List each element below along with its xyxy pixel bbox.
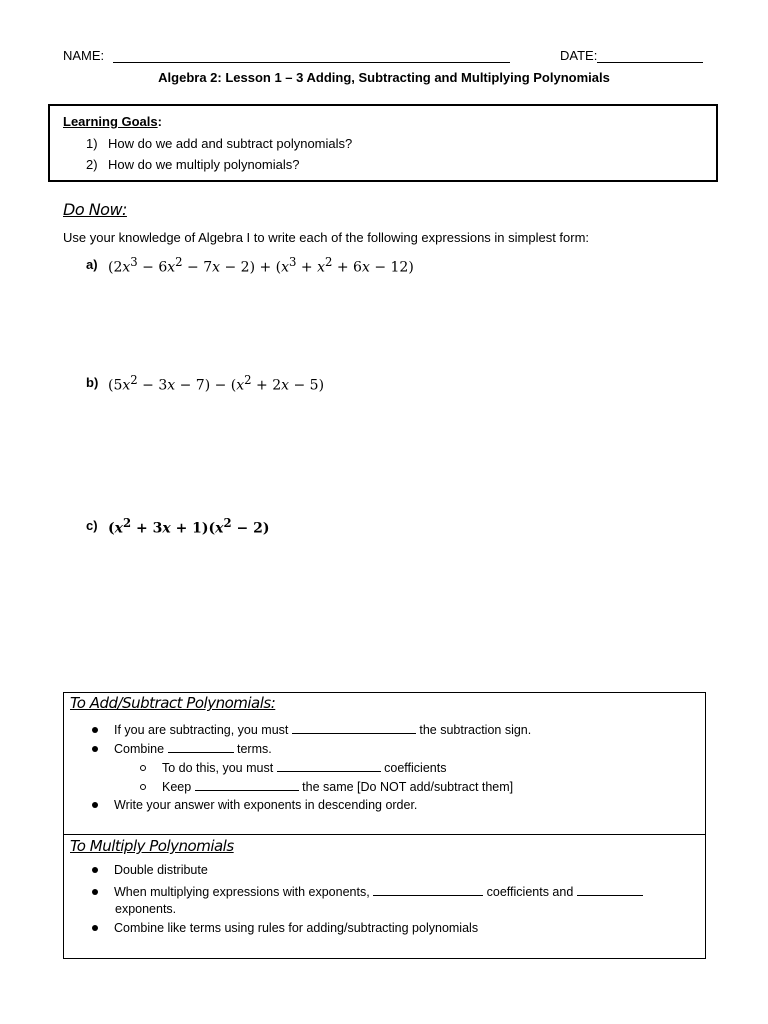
problem-c-expression: $(x^2 + 3x + 1)(x^2 - 2)$	[108, 516, 270, 537]
date-blank-line[interactable]	[597, 62, 703, 63]
problem-b-label: b)	[86, 375, 99, 390]
learning-goals-heading: Learning Goals:	[63, 114, 162, 129]
problem-a-expression: $(2x^3 - 6x^2 - 7x - 2) + (x^3 + x^2 + 6x - 12)$	[108, 255, 414, 276]
sub-bullet-icon	[140, 765, 146, 771]
bullet-icon	[92, 746, 98, 752]
fill-in-blank[interactable]	[577, 883, 643, 896]
learning-goal-item: 2) How do we multiply polynomials?	[86, 157, 300, 172]
add-subtract-bullet-1: If you are subtracting, you must the subtraction sign.	[92, 721, 531, 737]
bullet-icon	[92, 925, 98, 931]
add-subtract-subbullet-2: Keep the same [Do NOT add/subtract them]	[140, 778, 513, 794]
fill-in-blank[interactable]	[195, 778, 299, 791]
page-title: Algebra 2: Lesson 1 – 3 Adding, Subtracting and Multiplying Polynomials	[158, 70, 610, 85]
problem-c-label: c)	[86, 518, 98, 533]
multiply-bullet-1: Double distribute	[92, 863, 208, 877]
sub-bullet-icon	[140, 784, 146, 790]
fill-in-blank[interactable]	[168, 740, 234, 753]
add-subtract-bullet-3: Write your answer with exponents in descending order.	[92, 798, 417, 812]
add-subtract-subbullet-1: To do this, you must coefficients	[140, 759, 446, 775]
add-subtract-heading: To Add/Subtract Polynomials:	[70, 694, 276, 712]
fill-in-blank[interactable]	[373, 883, 483, 896]
fill-in-blank[interactable]	[292, 721, 416, 734]
rules-box-divider	[63, 834, 706, 835]
bullet-icon	[92, 727, 98, 733]
multiply-bullet-2-continuation: exponents.	[115, 902, 177, 916]
fill-in-blank[interactable]	[277, 759, 381, 772]
add-subtract-bullet-2: Combine terms.	[92, 740, 272, 756]
name-blank-line[interactable]	[113, 62, 510, 63]
learning-goal-item: 1) How do we add and subtract polynomials?	[86, 136, 353, 151]
bullet-icon	[92, 802, 98, 808]
problem-a-label: a)	[86, 257, 98, 272]
multiply-heading: To Multiply Polynomials	[70, 837, 234, 855]
do-now-instructions: Use your knowledge of Algebra I to write each of the following expressions in simplest form:	[63, 230, 590, 245]
date-label: DATE:	[560, 48, 598, 63]
multiply-bullet-2: When multiplying expressions with exponents, coefficients and	[92, 883, 692, 899]
do-now-heading: Do Now:	[63, 200, 127, 219]
bullet-icon	[92, 867, 98, 873]
name-label: NAME:	[63, 48, 105, 63]
bullet-icon	[92, 889, 98, 895]
problem-b-expression: $(5x^2 - 3x - 7) - (x^2 + 2x - 5)$	[108, 373, 325, 394]
multiply-bullet-3: Combine like terms using rules for adding/subtracting polynomials	[92, 921, 478, 935]
